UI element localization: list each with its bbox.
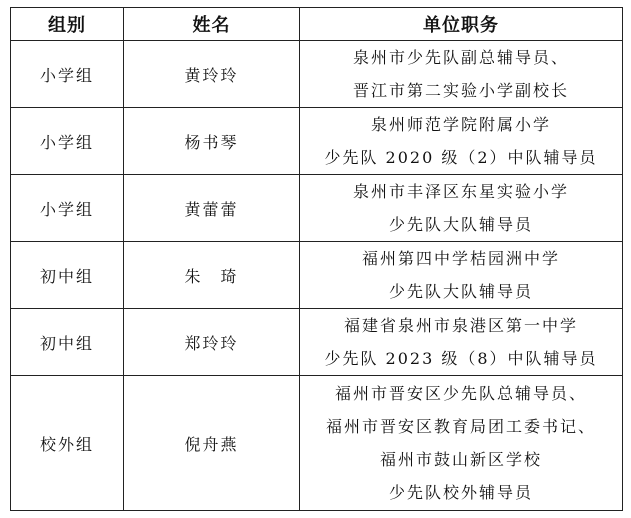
unit-cell	[300, 108, 623, 175]
unit-line: 福州第四中学桔园洲中学	[361, 249, 560, 268]
unit-cell	[300, 309, 623, 376]
header-unit: 单位职务	[300, 8, 623, 41]
group-cell: 初中组	[11, 309, 124, 376]
name-cell: 杨书琴	[124, 108, 300, 175]
unit-line: 少先队大队辅导员	[388, 282, 533, 301]
name-cell: 黄蕾蕾	[124, 175, 300, 242]
unit-line: 泉州市少先队副总辅导员、	[352, 48, 569, 67]
name-cell: 朱 琦	[124, 242, 300, 309]
group-cell: 小学组	[11, 108, 124, 175]
group-cell: 小学组	[11, 175, 124, 242]
table-row	[11, 175, 623, 242]
table-row	[11, 376, 623, 511]
table-header	[11, 8, 623, 41]
table-body	[11, 41, 623, 511]
unit-line: 少先队 2023 级（8）中队辅导员	[324, 349, 598, 368]
unit-cell	[300, 41, 623, 108]
group-cell: 校外组	[11, 376, 124, 511]
table-row	[11, 41, 623, 108]
table-row	[11, 309, 623, 376]
unit-line: 福州市晋安区少先队总辅导员、	[334, 384, 587, 403]
header-row	[11, 8, 623, 41]
unit-line: 福建省泉州市泉港区第一中学	[343, 316, 578, 335]
name-cell: 郑玲玲	[124, 309, 300, 376]
unit-cell	[300, 175, 623, 242]
name-cell: 倪舟燕	[124, 376, 300, 511]
name-cell: 黄玲玲	[124, 41, 300, 108]
group-cell: 初中组	[11, 242, 124, 309]
unit-line: 泉州市丰泽区东星实验小学	[352, 182, 569, 201]
header-name: 姓名	[124, 8, 300, 41]
unit-line: 少先队大队辅导员	[388, 215, 533, 234]
group-cell: 小学组	[11, 41, 124, 108]
unit-cell	[300, 242, 623, 309]
unit-line: 福州市鼓山新区学校	[379, 450, 542, 469]
unit-line: 福州市晋安区教育局团工委书记、	[325, 417, 596, 436]
roster-table	[10, 7, 623, 511]
table-row	[11, 108, 623, 175]
unit-line: 泉州师范学院附属小学	[370, 115, 551, 134]
table-row	[11, 242, 623, 309]
header-group: 组别	[11, 8, 124, 41]
unit-line: 少先队校外辅导员	[388, 483, 533, 502]
unit-cell	[300, 376, 623, 511]
unit-line: 晋江市第二实验小学副校长	[352, 81, 569, 100]
unit-line: 少先队 2020 级（2）中队辅导员	[324, 148, 598, 167]
